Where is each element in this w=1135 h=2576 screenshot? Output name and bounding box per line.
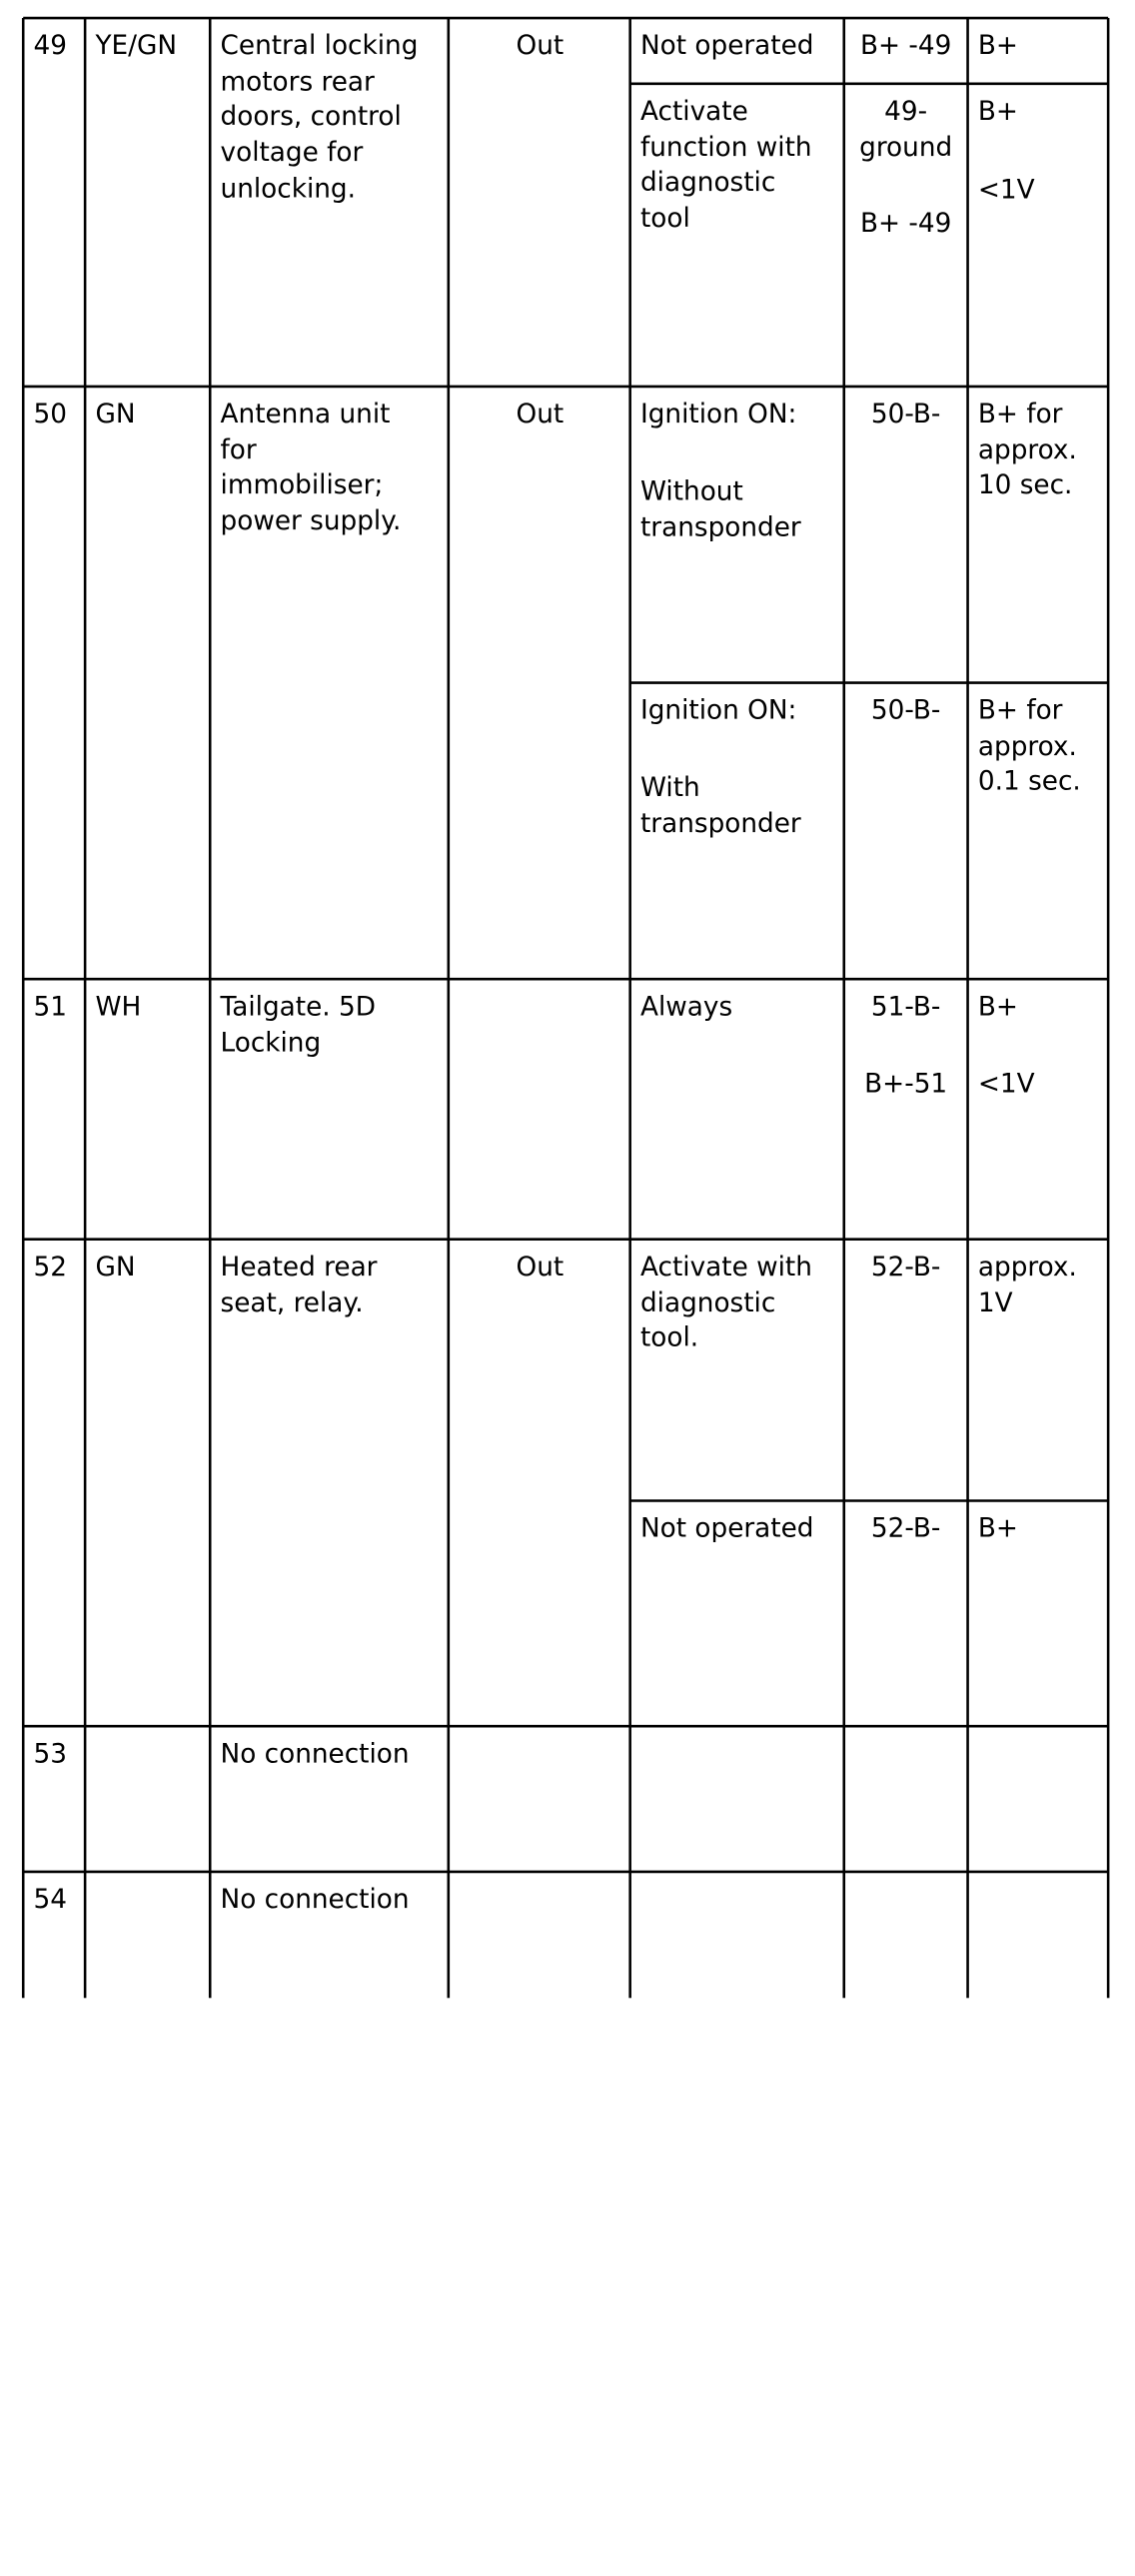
value-line: <1V [977, 174, 1035, 206]
wire-color: YE/GN [95, 29, 178, 61]
condition-line: transponder [639, 510, 801, 542]
description-line: seat, relay. [220, 1287, 364, 1317]
condition-line: Always [639, 990, 733, 1022]
description-line: power supply. [220, 504, 402, 536]
pin-number: 53 [33, 1737, 68, 1769]
wire-color: WH [95, 990, 142, 1022]
measure-line: 50-B- [870, 694, 941, 726]
measure-line: B+-51 [864, 1068, 948, 1100]
pin-number: 50 [33, 398, 68, 429]
condition-line: Ignition ON: [639, 398, 797, 429]
condition-line: diagnostic [639, 166, 776, 198]
description-line: Heated rear [220, 1251, 378, 1283]
description-line: No connection [220, 1737, 410, 1769]
pin-number: 49 [33, 29, 68, 61]
condition-line: transponder [639, 807, 801, 839]
measure-line: 49- [884, 95, 928, 127]
condition-line: Ignition ON: [639, 694, 797, 726]
description-line: Tailgate. 5D [220, 990, 376, 1022]
value-line: B+ [977, 95, 1018, 127]
description-line: No connection [220, 1883, 410, 1915]
measure-line: B+ -49 [859, 207, 952, 239]
condition-line: Activate [639, 95, 748, 127]
value-line: approx. [977, 729, 1077, 761]
condition-line: Activate with [639, 1251, 812, 1283]
value-line: B+ [977, 990, 1018, 1022]
condition-line: tool. [639, 1321, 699, 1353]
pin-number: 54 [33, 1883, 68, 1915]
value-line: 1V [977, 1287, 1013, 1317]
condition-line: Not operated [639, 29, 814, 61]
description-line: unlocking. [220, 172, 356, 204]
pin-number: 52 [33, 1251, 68, 1283]
value-line: B+ [977, 1512, 1018, 1544]
value-line: B+ [977, 29, 1018, 61]
description-line: voltage for [220, 136, 364, 168]
description-line: Central locking [220, 29, 419, 61]
measure-line: 52-B- [870, 1512, 941, 1544]
condition-line: function with [639, 131, 812, 163]
signal-direction: Out [516, 1251, 565, 1283]
description-line: Antenna unit [220, 398, 391, 429]
description-line: doors, control [220, 101, 402, 133]
description-line: immobiliser; [220, 468, 384, 500]
value-line: B+ for [977, 398, 1063, 429]
measure-line: 51-B- [870, 990, 941, 1022]
measure-line: ground [859, 131, 953, 163]
condition-line: Without [639, 474, 743, 506]
condition-line: With [639, 771, 700, 803]
measure-line: B+ -49 [859, 29, 952, 61]
value-line: B+ for [977, 694, 1063, 726]
measure-line: 52-B- [870, 1251, 941, 1283]
signal-direction: Out [516, 29, 565, 61]
value-line: approx. [977, 433, 1077, 465]
signal-direction: Out [516, 398, 565, 429]
description-line: Locking [220, 1026, 322, 1058]
pin-number: 51 [33, 990, 68, 1022]
value-line: <1V [977, 1068, 1035, 1100]
value-line: approx. [977, 1251, 1077, 1283]
condition-line: Not operated [639, 1512, 814, 1544]
description-line: for [220, 433, 257, 465]
wire-color: GN [95, 398, 136, 429]
measure-line: 50-B- [870, 398, 941, 429]
wire-color: GN [95, 1251, 136, 1283]
value-line: 0.1 sec. [977, 765, 1081, 797]
description-line: motors rear [220, 65, 375, 97]
condition-line: diagnostic [639, 1287, 776, 1317]
condition-line: tool [639, 202, 690, 234]
value-line: 10 sec. [977, 468, 1073, 500]
